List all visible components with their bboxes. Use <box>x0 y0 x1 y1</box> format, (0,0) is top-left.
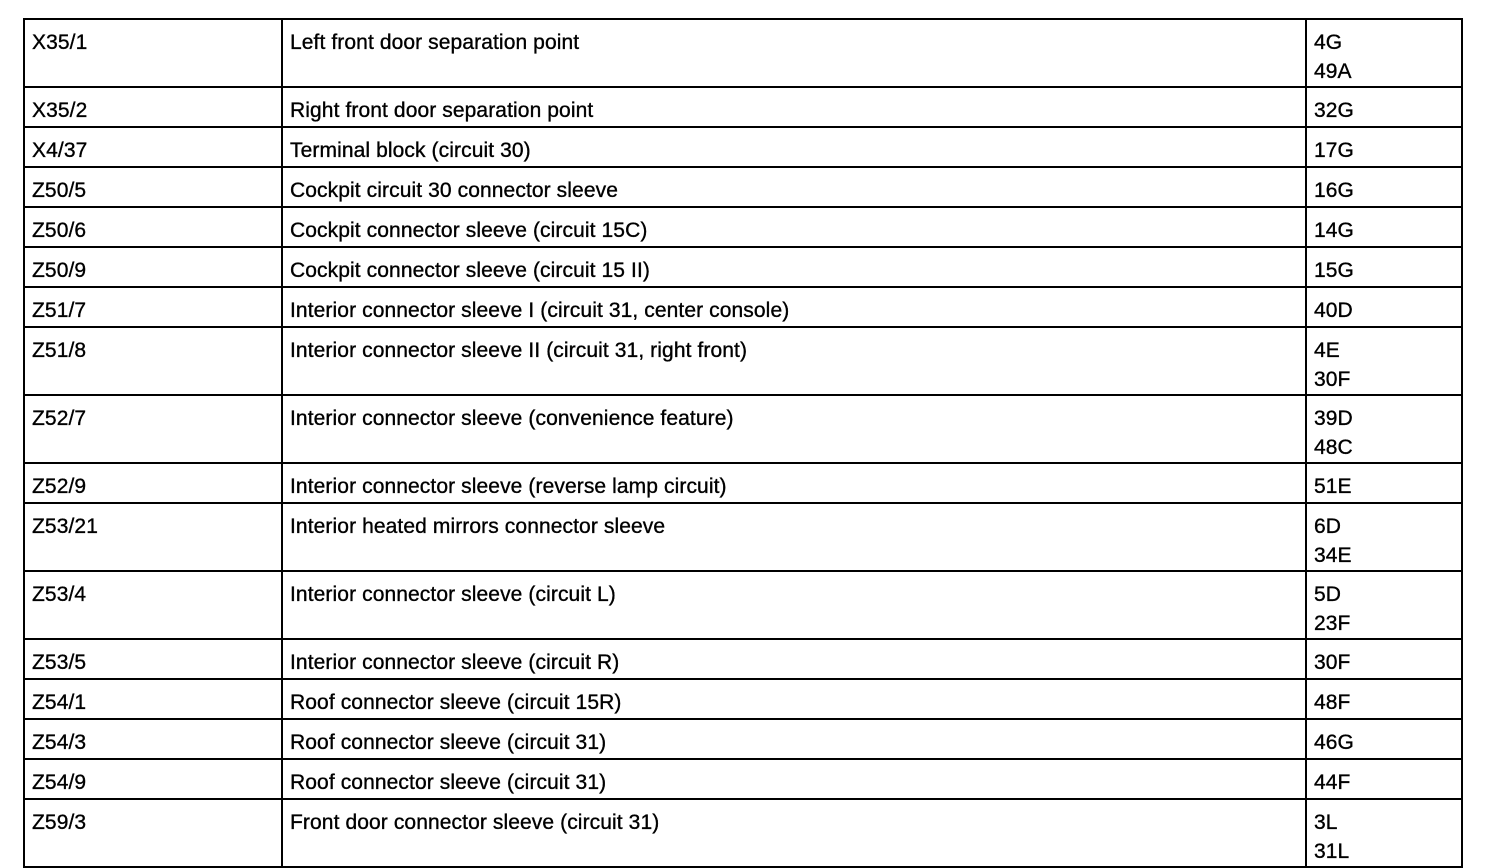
grid-location-cell <box>1306 719 1462 759</box>
component-description-cell: Cockpit circuit 30 connector sleeve <box>282 167 1306 207</box>
grid-location: 44F <box>1314 771 1351 794</box>
grid-location: 30F <box>1314 368 1351 391</box>
component-code-cell: Z52/7 <box>24 395 282 463</box>
component-description-cell: Interior connector sleeve (convenience feature) <box>282 395 1306 463</box>
grid-location: 40D <box>1314 299 1353 322</box>
grid-location: 16G <box>1314 179 1354 202</box>
component-description-cell: Interior connector sleeve (circuit L) <box>282 571 1306 639</box>
table-row <box>24 395 1462 463</box>
table-row <box>24 719 1462 759</box>
component-code-cell: Z50/6 <box>24 207 282 247</box>
table-row <box>24 463 1462 503</box>
table-row <box>24 127 1462 167</box>
component-description-cell: Cockpit connector sleeve (circuit 15 II) <box>282 247 1306 287</box>
grid-location-cell <box>1306 167 1462 207</box>
grid-location: 6D <box>1314 515 1342 538</box>
component-code-cell: Z54/9 <box>24 759 282 799</box>
grid-location-cell <box>1306 679 1462 719</box>
component-description-cell: Roof connector sleeve (circuit 15R) <box>282 679 1306 719</box>
table-row <box>24 87 1462 127</box>
grid-location: 5D <box>1314 583 1342 606</box>
table-row <box>24 207 1462 247</box>
table-row <box>24 167 1462 207</box>
component-code-cell: Z51/7 <box>24 287 282 327</box>
grid-location: 14G <box>1314 219 1354 242</box>
grid-location: 3L <box>1314 811 1338 834</box>
component-code-cell: X4/37 <box>24 127 282 167</box>
table-row <box>24 759 1462 799</box>
table-row <box>24 19 1462 87</box>
grid-location-cell <box>1306 287 1462 327</box>
table-row <box>24 287 1462 327</box>
grid-location: 48C <box>1314 436 1353 459</box>
component-legend-table <box>23 18 1463 868</box>
component-description-cell: Interior connector sleeve I (circuit 31, center console) <box>282 287 1306 327</box>
grid-location-cell <box>1306 463 1462 503</box>
grid-location: 39D <box>1314 407 1353 430</box>
grid-location: 51E <box>1314 475 1352 498</box>
component-description-cell: Cockpit connector sleeve (circuit 15C) <box>282 207 1306 247</box>
component-code-cell: Z54/1 <box>24 679 282 719</box>
grid-location: 15G <box>1314 259 1354 282</box>
grid-location-cell <box>1306 799 1462 867</box>
grid-location-cell <box>1306 19 1462 87</box>
component-description-cell: Left front door separation point <box>282 19 1306 87</box>
table-row <box>24 679 1462 719</box>
grid-location-cell <box>1306 395 1462 463</box>
component-code-cell: Z54/3 <box>24 719 282 759</box>
component-description-cell: Interior heated mirrors connector sleeve <box>282 503 1306 571</box>
grid-location: 48F <box>1314 691 1351 714</box>
grid-location-cell <box>1306 571 1462 639</box>
legend-table-body <box>24 19 1462 867</box>
component-description-cell: Interior connector sleeve (reverse lamp circuit) <box>282 463 1306 503</box>
component-description-cell: Terminal block (circuit 30) <box>282 127 1306 167</box>
component-code-cell: Z50/9 <box>24 247 282 287</box>
grid-location: 34E <box>1314 544 1352 567</box>
component-description-cell: Front door connector sleeve (circuit 31) <box>282 799 1306 867</box>
grid-location: 46G <box>1314 731 1354 754</box>
table-row <box>24 799 1462 867</box>
grid-location-cell <box>1306 759 1462 799</box>
component-description-cell: Roof connector sleeve (circuit 31) <box>282 719 1306 759</box>
grid-location-cell <box>1306 503 1462 571</box>
grid-location: 17G <box>1314 139 1354 162</box>
table-row <box>24 247 1462 287</box>
component-code-cell: Z51/8 <box>24 327 282 395</box>
grid-location-cell <box>1306 639 1462 679</box>
component-code-cell: Z52/9 <box>24 463 282 503</box>
grid-location: 49A <box>1314 60 1352 83</box>
table-row <box>24 503 1462 571</box>
grid-location: 31L <box>1314 840 1350 863</box>
component-code-cell: Z59/3 <box>24 799 282 867</box>
table-row <box>24 327 1462 395</box>
grid-location: 23F <box>1314 612 1351 635</box>
component-code-cell: X35/1 <box>24 19 282 87</box>
component-code-cell: Z50/5 <box>24 167 282 207</box>
grid-location: 4E <box>1314 339 1340 362</box>
component-description-cell: Interior connector sleeve (circuit R) <box>282 639 1306 679</box>
grid-location: 32G <box>1314 99 1354 122</box>
grid-location: 4G <box>1314 31 1343 54</box>
grid-location-cell <box>1306 87 1462 127</box>
component-code-cell: Z53/5 <box>24 639 282 679</box>
table-row <box>24 571 1462 639</box>
grid-location-cell <box>1306 127 1462 167</box>
component-code-cell: X35/2 <box>24 87 282 127</box>
grid-location-cell <box>1306 247 1462 287</box>
component-code-cell: Z53/21 <box>24 503 282 571</box>
grid-location: 30F <box>1314 651 1351 674</box>
component-description-cell: Roof connector sleeve (circuit 31) <box>282 759 1306 799</box>
grid-location-cell <box>1306 327 1462 395</box>
grid-location-cell <box>1306 207 1462 247</box>
component-code-cell: Z53/4 <box>24 571 282 639</box>
component-description-cell: Interior connector sleeve II (circuit 31, right front) <box>282 327 1306 395</box>
table-row <box>24 639 1462 679</box>
component-description-cell: Right front door separation point <box>282 87 1306 127</box>
